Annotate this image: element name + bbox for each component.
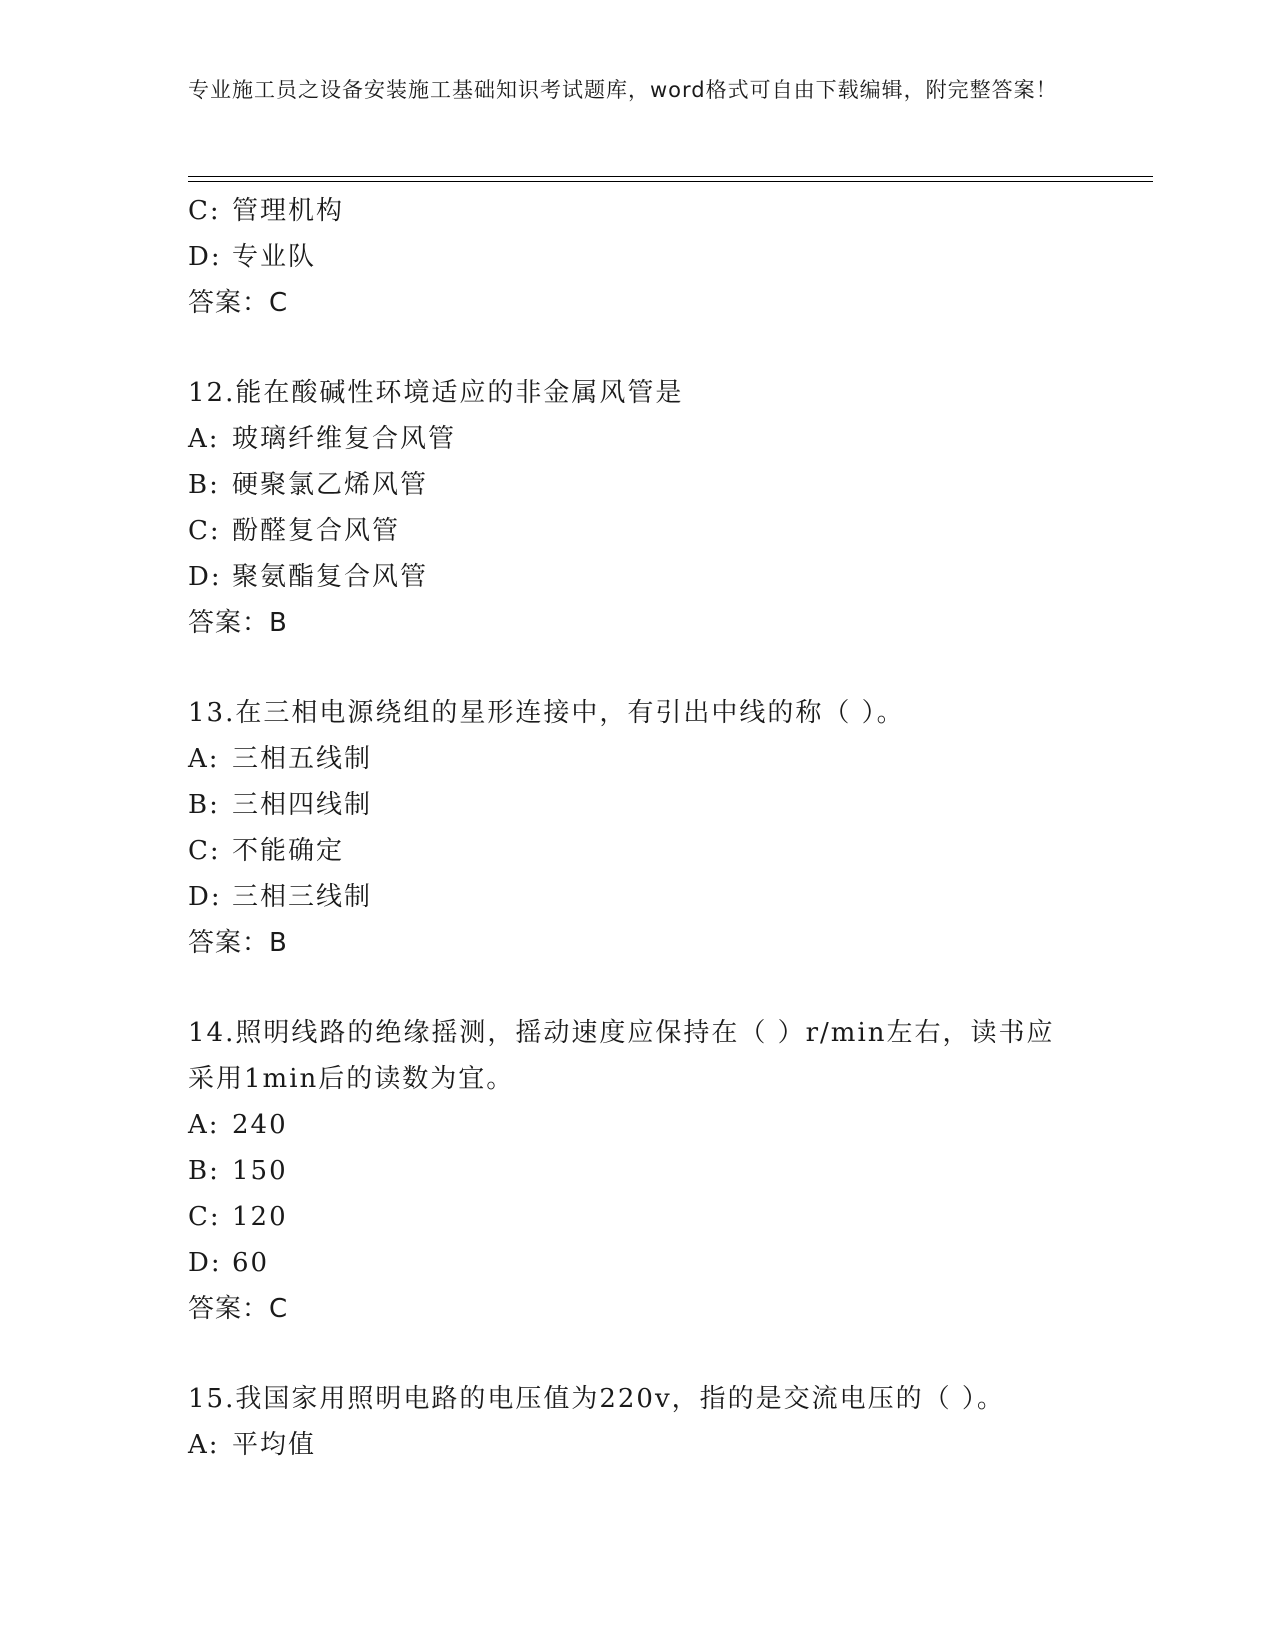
option-d [188, 234, 1088, 280]
option-a [188, 416, 1088, 462]
option-text: 240 [232, 1110, 288, 1140]
spacer [188, 646, 1088, 690]
answer-line: 答案：B [188, 928, 288, 958]
option-letter: A: [188, 424, 220, 454]
option-text: 60 [232, 1248, 270, 1278]
option-a [188, 1422, 1088, 1468]
option-d [188, 1240, 1088, 1286]
question-block-15 [188, 1376, 1088, 1468]
option-letter: A: [188, 744, 220, 774]
option-letter: B: [188, 1156, 220, 1186]
option-b [188, 1148, 1088, 1194]
question-block-11 [188, 188, 1088, 326]
option-letter: A: [188, 1430, 220, 1460]
answer-line: 答案：C [188, 288, 289, 318]
option-text: 聚氨酯复合风管 [232, 562, 429, 592]
option-c [188, 508, 1088, 554]
option-text: 玻璃纤维复合风管 [232, 424, 457, 454]
option-b [188, 462, 1088, 508]
option-letter: D: [188, 1248, 222, 1278]
option-text: 平均值 [232, 1430, 317, 1460]
option-text: 150 [232, 1156, 288, 1186]
option-a [188, 1102, 1088, 1148]
answer-line: 答案：B [188, 608, 288, 638]
option-a [188, 736, 1088, 782]
option-b [188, 782, 1088, 828]
option-letter: D: [188, 882, 222, 912]
option-text: 不能确定 [232, 836, 345, 866]
option-letter: B: [188, 470, 220, 500]
answer-line: 答案：C [188, 1294, 289, 1324]
option-text: 酚醛复合风管 [232, 516, 401, 546]
question-block-13 [188, 690, 1088, 966]
question-stem: 15.我国家用照明电路的电压值为220v，指的是交流电压的（ ）。 [188, 1384, 1005, 1414]
option-letter: C: [188, 516, 221, 546]
option-c [188, 828, 1088, 874]
spacer [188, 966, 1088, 1010]
option-text: 管理机构 [232, 196, 345, 226]
option-text: 三相三线制 [232, 882, 373, 912]
question-stem-line-2: 采用1min后的读数为宜。 [188, 1064, 515, 1094]
question-block-14 [188, 1010, 1088, 1332]
option-text: 专业队 [232, 242, 317, 272]
option-text: 120 [232, 1202, 288, 1232]
option-letter: A: [188, 1110, 220, 1140]
header-title: 专业施工员之设备安装施工基础知识考试题库，word格式可自由下载编辑，附完整答案！ [188, 78, 1058, 102]
option-text: 三相四线制 [232, 790, 373, 820]
option-text: 硬聚氯乙烯风管 [232, 470, 429, 500]
option-c [188, 188, 1088, 234]
option-letter: D: [188, 242, 222, 272]
option-text: 三相五线制 [232, 744, 373, 774]
header-divider-top [188, 176, 1153, 177]
question-list [188, 188, 1088, 1468]
spacer [188, 1332, 1088, 1376]
option-d [188, 554, 1088, 600]
option-letter: D: [188, 562, 222, 592]
question-stem: 13.在三相电源绕组的星形连接中，有引出中线的称（ ）。 [188, 698, 905, 728]
option-d [188, 874, 1088, 920]
question-stem: 12.能在酸碱性环境适应的非金属风管是 [188, 378, 684, 408]
question-block-12 [188, 370, 1088, 646]
option-letter: B: [188, 790, 220, 820]
option-letter: C: [188, 836, 221, 866]
document-header [188, 74, 1068, 107]
option-letter: C: [188, 1202, 221, 1232]
header-divider-bottom [188, 181, 1153, 182]
option-letter: C: [188, 196, 221, 226]
question-stem-line-1: 14.照明线路的绝缘摇测，摇动速度应保持在（ ）r/min左右，读书应 [188, 1018, 1055, 1048]
spacer [188, 326, 1088, 370]
option-c [188, 1194, 1088, 1240]
